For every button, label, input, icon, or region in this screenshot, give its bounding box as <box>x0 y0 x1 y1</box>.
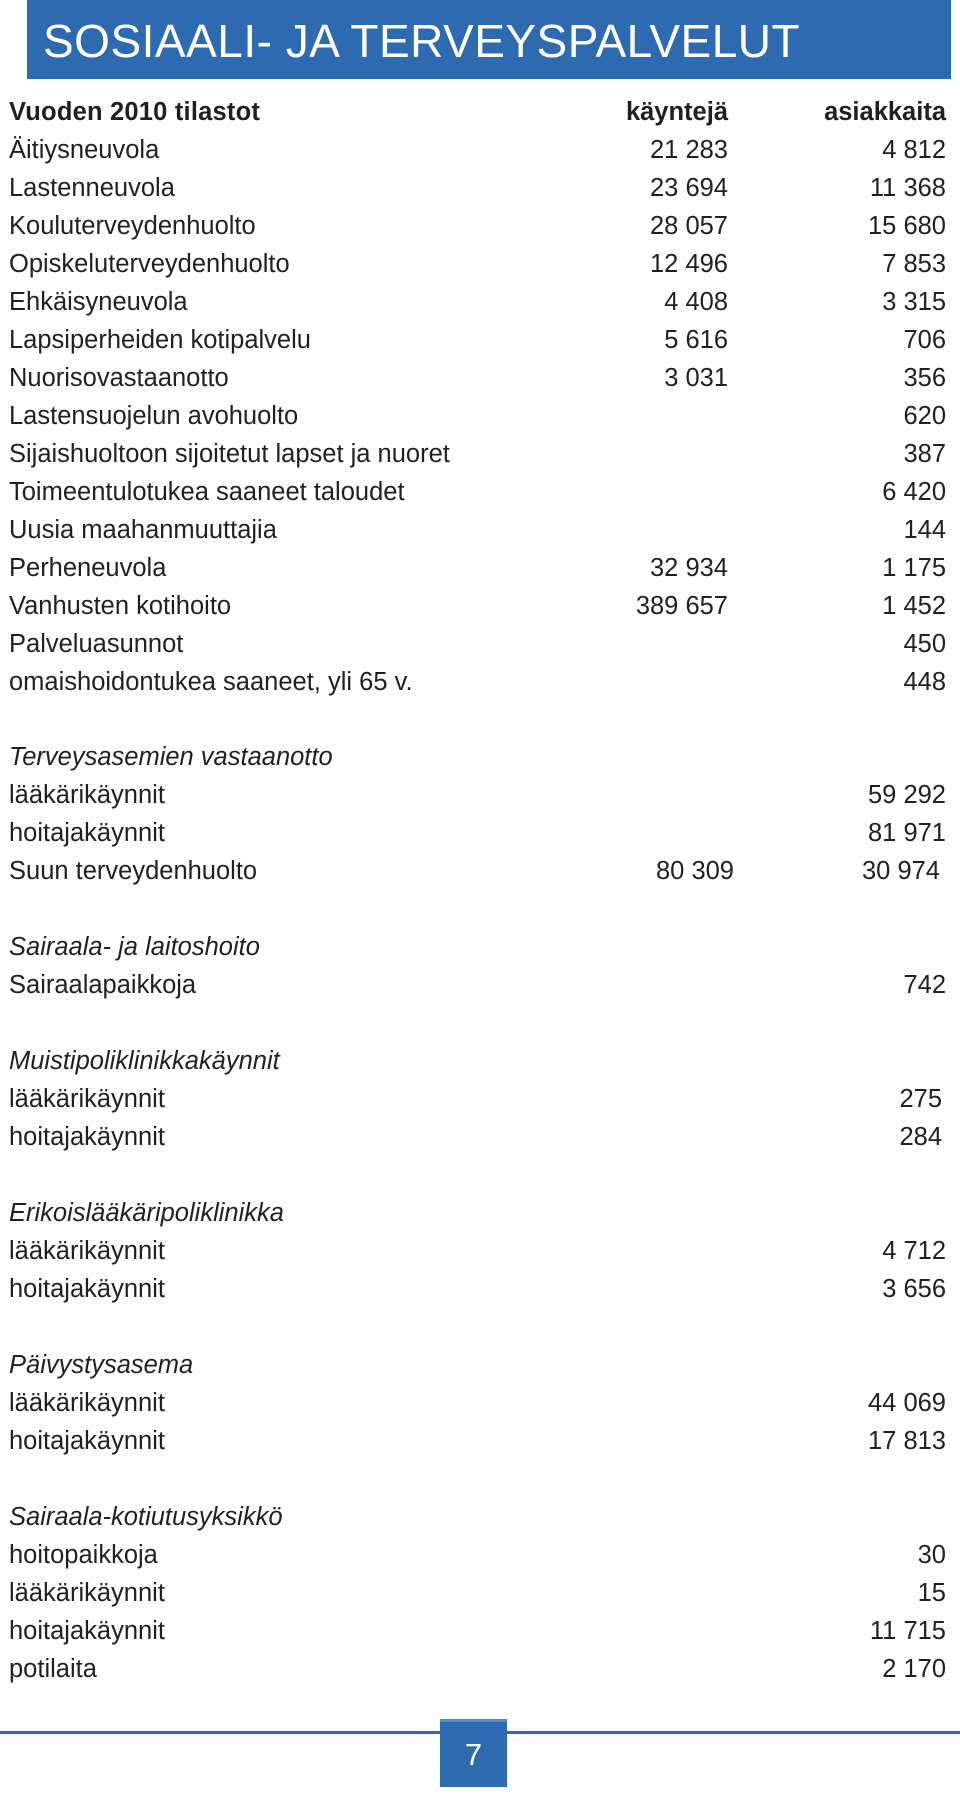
section-heading <box>0 1194 960 1232</box>
section-title: Sairaala-kotiutusyksikkö <box>9 1503 283 1531</box>
row-label: Vanhusten kotihoito <box>9 592 232 620</box>
row-label: Opiskeluterveydenhuolto <box>9 250 290 278</box>
row-label: hoitajakäynnit <box>9 819 165 847</box>
row-visits: 80 309 <box>656 857 734 885</box>
row-clients: 3 315 <box>882 288 946 316</box>
row-label: lääkärikäynnit <box>9 781 165 809</box>
table-row <box>0 359 960 397</box>
table-row <box>0 1384 960 1422</box>
row-clients: 2 170 <box>882 1655 946 1683</box>
table-row <box>0 1232 960 1270</box>
row-visits: 23 694 <box>650 174 728 202</box>
row-clients: 3 656 <box>882 1275 946 1303</box>
row-clients: 6 420 <box>882 478 946 506</box>
section-heading <box>0 738 960 776</box>
section-heading <box>0 1346 960 1384</box>
row-clients: 1 452 <box>882 592 946 620</box>
row-clients: 81 971 <box>868 819 946 847</box>
row-clients: 144 <box>903 516 946 544</box>
row-clients: 11 368 <box>869 174 946 202</box>
page-number: 7 <box>464 1737 483 1772</box>
row-clients: 30 <box>917 1541 946 1569</box>
header-label: Vuoden 2010 tilastot <box>9 98 261 126</box>
table-row <box>0 1574 960 1612</box>
row-clients: 706 <box>903 326 946 354</box>
row-clients: 7 853 <box>882 250 946 278</box>
row-label: Äitiysneuvola <box>9 136 160 164</box>
table-row <box>0 1118 960 1156</box>
row-clients: 15 680 <box>868 212 946 240</box>
row-clients: 356 <box>903 364 946 392</box>
row-label: Lastensuojelun avohuolto <box>9 402 299 430</box>
table-row <box>0 966 960 1004</box>
section-heading <box>0 928 960 966</box>
table-row <box>0 852 960 890</box>
table-row <box>0 131 960 169</box>
row-clients: 44 069 <box>868 1389 946 1417</box>
table-header <box>0 93 960 131</box>
row-clients: 59 292 <box>868 781 946 809</box>
table-row <box>0 1612 960 1650</box>
row-clients: 387 <box>903 440 946 468</box>
row-clients: 11 715 <box>869 1617 946 1645</box>
table-row <box>0 321 960 359</box>
row-clients: 275 <box>899 1085 942 1113</box>
row-label: omaishoidontukea saaneet, yli 65 v. <box>9 668 413 696</box>
table-row <box>0 1650 960 1688</box>
row-label: hoitajakäynnit <box>9 1427 165 1455</box>
table-row <box>0 814 960 852</box>
row-visits: 4 408 <box>664 288 728 316</box>
row-label: Ehkäisyneuvola <box>9 288 188 316</box>
row-label: potilaita <box>9 1655 97 1683</box>
row-clients: 17 813 <box>868 1427 946 1455</box>
section-heading <box>0 1498 960 1536</box>
table-row <box>0 1536 960 1574</box>
table-row <box>0 1270 960 1308</box>
section-title: Sairaala- ja laitoshoito <box>9 933 260 961</box>
row-visits: 28 057 <box>650 212 728 240</box>
row-label: Kouluterveydenhuolto <box>9 212 256 240</box>
section-title: Muistipoliklinikkakäynnit <box>9 1047 280 1075</box>
section-title: Päivystysasema <box>9 1351 194 1379</box>
table-row <box>0 397 960 435</box>
table-row <box>0 625 960 663</box>
row-label: lääkärikäynnit <box>9 1579 165 1607</box>
table-row <box>0 776 960 814</box>
row-label: Nuorisovastaanotto <box>9 364 229 392</box>
row-label: hoitopaikkoja <box>9 1541 158 1569</box>
row-label: Suun terveydenhuolto <box>9 857 258 885</box>
row-label: lääkärikäynnit <box>9 1389 165 1417</box>
row-label: Uusia maahanmuuttajia <box>9 516 277 544</box>
row-clients: 284 <box>899 1123 942 1151</box>
row-clients: 448 <box>903 668 946 696</box>
row-clients: 30 974 <box>862 857 940 885</box>
section-title: Terveysasemien vastaanotto <box>9 743 333 771</box>
row-label: Palveluasunnot <box>9 630 184 658</box>
row-visits: 12 496 <box>650 250 728 278</box>
table-row <box>0 1422 960 1460</box>
row-clients: 15 <box>917 1579 946 1607</box>
table-row <box>0 435 960 473</box>
row-label: Perheneuvola <box>9 554 167 582</box>
section-title: Erikoislääkäripoliklinikka <box>9 1199 284 1227</box>
row-label: lääkärikäynnit <box>9 1237 165 1265</box>
row-visits: 32 934 <box>650 554 728 582</box>
row-label: hoitajakäynnit <box>9 1123 165 1151</box>
row-visits: 389 657 <box>635 592 728 620</box>
page-title: SOSIAALI- JA TERVEYSPALVELUT <box>43 15 801 67</box>
row-visits: 5 616 <box>664 326 728 354</box>
table-row <box>0 549 960 587</box>
page-number-box <box>440 1719 507 1787</box>
row-visits: 3 031 <box>664 364 728 392</box>
table-row <box>0 473 960 511</box>
table-row <box>0 1080 960 1118</box>
table-row <box>0 207 960 245</box>
row-label: hoitajakäynnit <box>9 1617 165 1645</box>
table-row <box>0 663 960 701</box>
header-visits: käyntejä <box>625 98 728 126</box>
table-row <box>0 511 960 549</box>
row-label: Lapsiperheiden kotipalvelu <box>9 326 311 354</box>
row-label: Sairaalapaikkoja <box>9 971 197 999</box>
row-label: lääkärikäynnit <box>9 1085 165 1113</box>
header-clients: asiakkaita <box>824 98 946 126</box>
row-label: Lastenneuvola <box>9 174 175 202</box>
row-clients: 4 812 <box>882 136 946 164</box>
section-heading <box>0 1042 960 1080</box>
table-row <box>0 169 960 207</box>
row-visits: 21 283 <box>650 136 728 164</box>
row-label: Sijaishuoltoon sijoitetut lapset ja nuoret <box>9 440 450 468</box>
table-row <box>0 283 960 321</box>
row-clients: 4 712 <box>882 1237 946 1265</box>
table-row <box>0 587 960 625</box>
table-row <box>0 245 960 283</box>
row-clients: 742 <box>903 971 946 999</box>
row-label: hoitajakäynnit <box>9 1275 165 1303</box>
row-clients: 620 <box>903 402 946 430</box>
title-banner <box>27 0 951 79</box>
row-clients: 1 175 <box>882 554 946 582</box>
row-label: Toimeentulotukea saaneet taloudet <box>9 478 405 506</box>
row-clients: 450 <box>903 630 946 658</box>
